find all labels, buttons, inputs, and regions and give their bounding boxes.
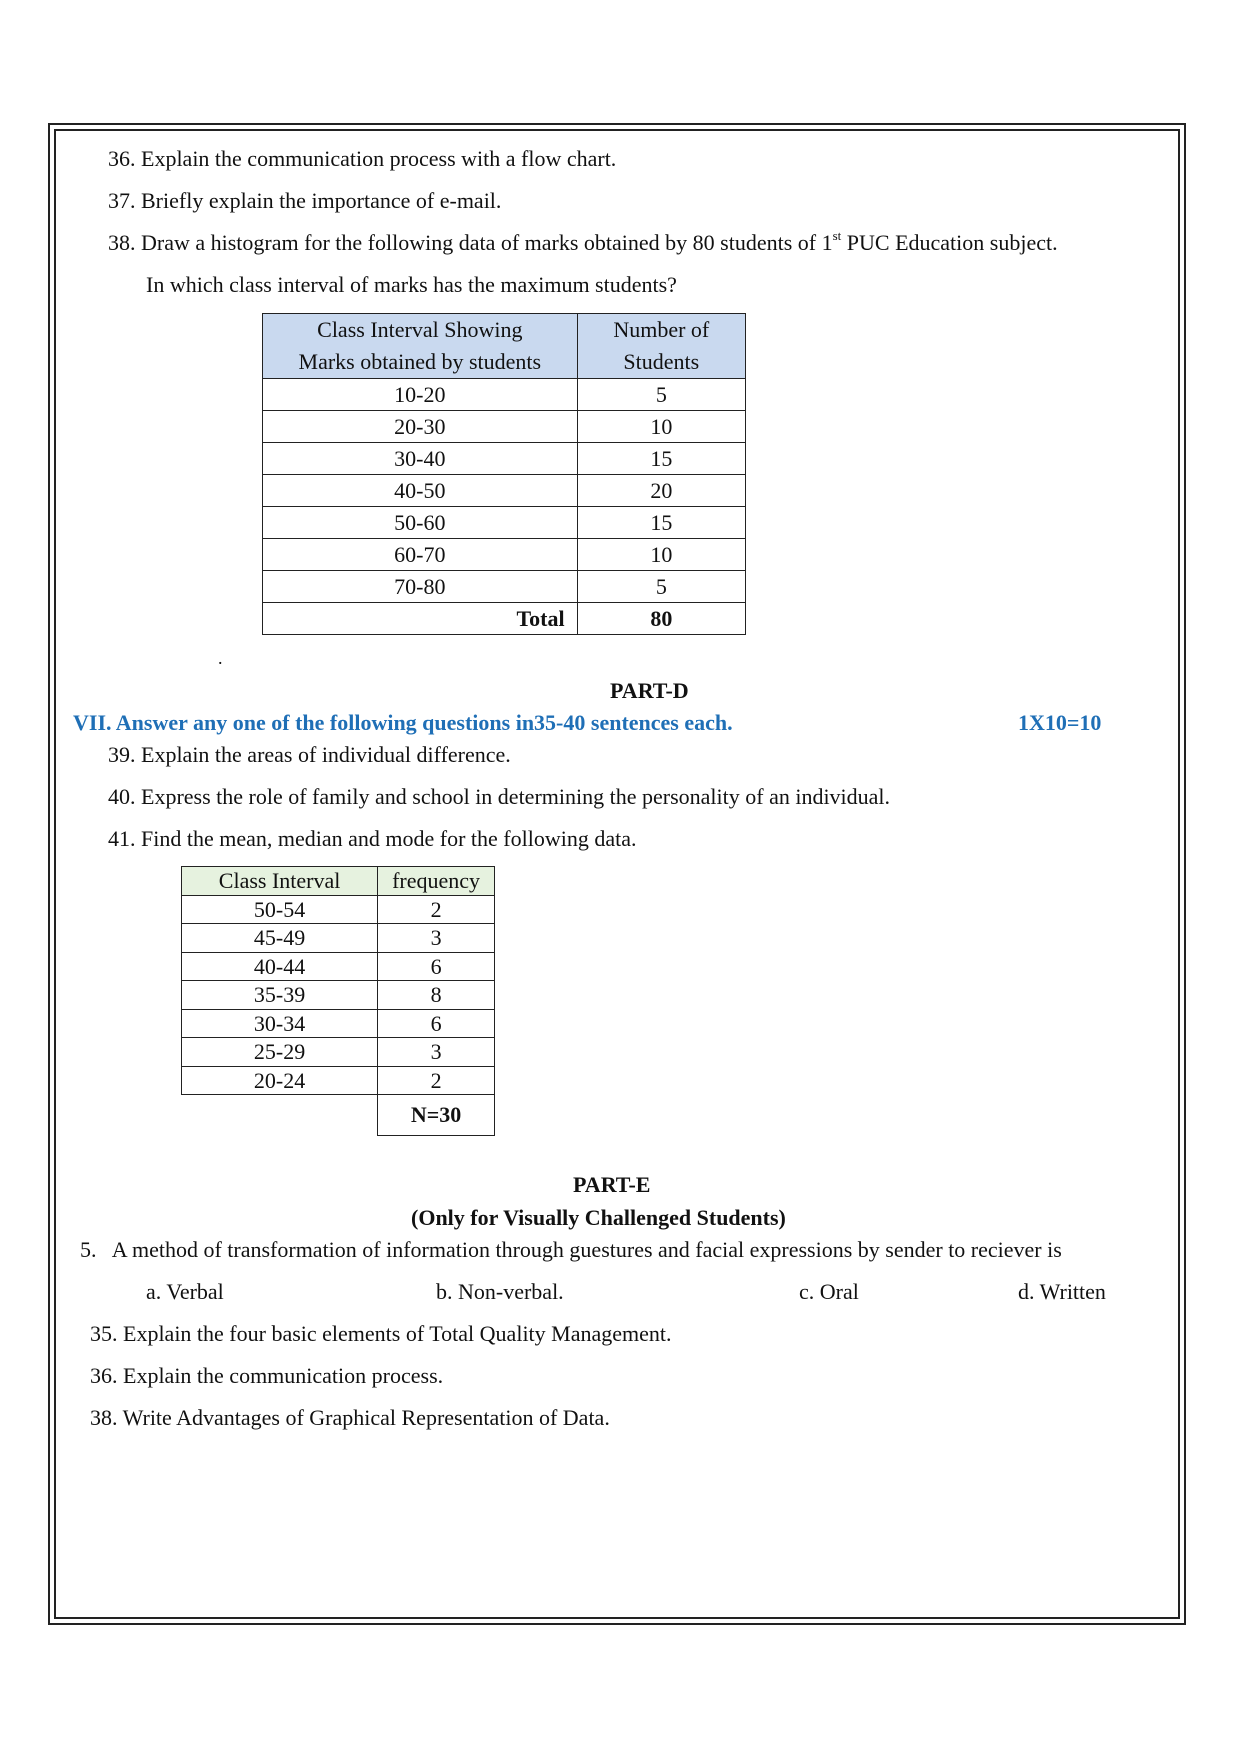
- question-37: 37. Briefly explain the importance of e-mail.: [108, 188, 502, 213]
- table-row: [182, 981, 495, 1010]
- question-40: 40. Express the role of family and school in determining the personality of an individual.: [108, 784, 891, 809]
- question-39: 39. Explain the areas of individual difference.: [108, 742, 511, 767]
- option-c: c. Oral: [799, 1279, 859, 1304]
- count-cell: 5: [577, 571, 745, 603]
- question-38-text-end: PUC Education subject.: [841, 230, 1058, 255]
- interval-cell: 20-24: [182, 1066, 378, 1095]
- question-e-35: 35. Explain the four basic elements of Total Quality Management.: [90, 1321, 672, 1346]
- interval-cell: 50-60: [263, 507, 578, 539]
- table-row: [182, 952, 495, 981]
- table-row: [182, 1066, 495, 1095]
- count-cell: 20: [577, 475, 745, 507]
- empty-cell: [182, 1095, 378, 1136]
- question-38-sup: st: [832, 227, 842, 243]
- frequency-cell: 6: [378, 1009, 495, 1038]
- part-e-subtitle: (Only for Visually Challenged Students): [411, 1205, 786, 1230]
- count-cell: 15: [577, 443, 745, 475]
- table-row: [182, 1038, 495, 1067]
- n-total-row: [182, 1095, 495, 1136]
- interval-cell: 20-30: [263, 411, 578, 443]
- table-header-row: [263, 314, 746, 379]
- frequency-cell: 3: [378, 1038, 495, 1067]
- question-38-text: 38. Draw a histogram for the following data of marks obtained by 80 students of 1: [108, 230, 833, 255]
- n-total: N=30: [378, 1095, 495, 1136]
- marks-table: [262, 313, 746, 635]
- count-cell: 10: [577, 539, 745, 571]
- part-d-marks: 1X10=10: [1018, 710, 1102, 735]
- frequency-cell: 2: [378, 1066, 495, 1095]
- frequency-cell: 6: [378, 952, 495, 981]
- total-label: Total: [263, 603, 578, 635]
- frequency-cell: 3: [378, 924, 495, 953]
- table-row: [263, 443, 746, 475]
- total-value: 80: [577, 603, 745, 635]
- interval-cell: 30-34: [182, 1009, 378, 1038]
- count-cell: 10: [577, 411, 745, 443]
- header-line: Number of: [613, 317, 710, 342]
- interval-cell: 70-80: [263, 571, 578, 603]
- frequency-cell: 2: [378, 895, 495, 924]
- interval-cell: 30-40: [263, 443, 578, 475]
- question-41: 41. Find the mean, median and mode for the following data.: [108, 826, 637, 851]
- interval-cell: 50-54: [182, 895, 378, 924]
- table-row: [263, 539, 746, 571]
- table-header-row: [182, 867, 495, 896]
- header-number-of-students: [577, 314, 745, 379]
- part-d-instruction: VII. Answer any one of the following questions in35-40 sentences each.: [73, 710, 733, 735]
- option-a: a. Verbal: [146, 1279, 224, 1304]
- question-e-38: 38. Write Advantages of Graphical Representation of Data.: [90, 1405, 610, 1430]
- table-row: [182, 1009, 495, 1038]
- table-row: [182, 924, 495, 953]
- count-cell: 5: [577, 379, 745, 411]
- interval-cell: 45-49: [182, 924, 378, 953]
- header-class-interval: [263, 314, 578, 379]
- question-36: 36. Explain the communication process with a flow chart.: [108, 146, 617, 171]
- frequency-cell: 8: [378, 981, 495, 1010]
- header-line: Class Interval Showing: [317, 317, 523, 342]
- table-row: [263, 379, 746, 411]
- option-d: d. Written: [1018, 1279, 1106, 1304]
- total-row: [263, 603, 746, 635]
- table-row: [263, 475, 746, 507]
- question-38-line2: In which class interval of marks has the maximum students?: [146, 272, 677, 297]
- table-row: [263, 507, 746, 539]
- part-e-title: PART-E: [573, 1172, 651, 1197]
- stray-dot: .: [218, 648, 223, 668]
- part-d-title: PART-D: [610, 678, 689, 703]
- header-line: Marks obtained by students: [298, 349, 542, 374]
- option-b: b. Non-verbal.: [436, 1279, 564, 1304]
- interval-cell: 35-39: [182, 981, 378, 1010]
- header-class-interval: Class Interval: [182, 867, 378, 896]
- count-cell: 15: [577, 507, 745, 539]
- table-row: [263, 571, 746, 603]
- interval-cell: 60-70: [263, 539, 578, 571]
- interval-cell: 40-50: [263, 475, 578, 507]
- question-e-36: 36. Explain the communication process.: [90, 1363, 444, 1388]
- interval-cell: 10-20: [263, 379, 578, 411]
- header-frequency: frequency: [378, 867, 495, 896]
- header-line: Students: [623, 349, 700, 374]
- interval-cell: 40-44: [182, 952, 378, 981]
- frequency-table: [181, 866, 495, 1136]
- question-38: [108, 227, 1058, 256]
- table-row: [182, 895, 495, 924]
- question-5: 5. A method of transformation of information through guestures and facial expressions by sender to reciever is: [80, 1237, 1062, 1262]
- table-row: [263, 411, 746, 443]
- interval-cell: 25-29: [182, 1038, 378, 1067]
